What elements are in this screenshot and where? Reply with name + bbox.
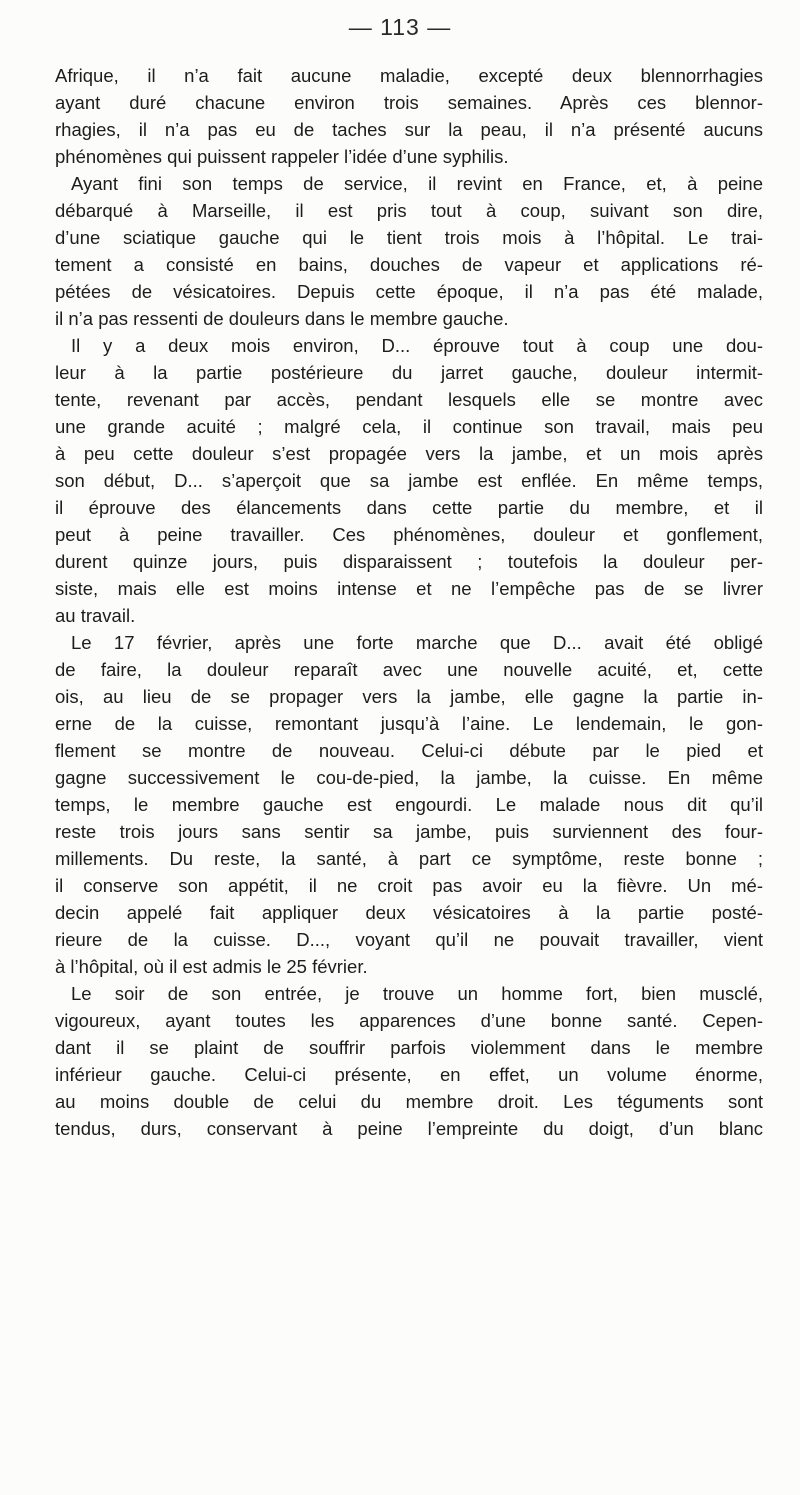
text-line: Le 17 février, après une forte marche que D... avait été obligé xyxy=(71,632,763,653)
text-line: erne de la cuisse, remontant jusqu’à l’aine. Le lendemain, le gon- xyxy=(55,713,763,734)
text-line: dant il se plaint de souffrir parfois violemment dans le membre xyxy=(55,1037,763,1058)
text-line: ayant duré chacune environ trois semaines. Après ces blennor- xyxy=(55,92,763,113)
text-line: tement a consisté en bains, douches de vapeur et applications ré- xyxy=(55,254,763,275)
text-line: durent quinze jours, puis disparaissent ; toutefois la douleur per- xyxy=(55,551,763,572)
body-text xyxy=(55,62,763,1142)
text-line: leur à la partie postérieure du jarret gauche, douleur intermit- xyxy=(55,362,763,383)
text-line: pétées de vésicatoires. Depuis cette époque, il n’a pas été malade, xyxy=(55,281,763,302)
text-line: son début, D... s’aperçoit que sa jambe est enflée. En même temps, xyxy=(55,470,763,491)
text-line: rieure de la cuisse. D..., voyant qu’il ne pouvait travailler, vient xyxy=(55,929,763,950)
text-line: au moins double de celui du membre droit. Les téguments sont xyxy=(55,1091,763,1112)
text-line: à peu cette douleur s’est propagée vers la jambe, et un mois après xyxy=(55,443,763,464)
text-line: peut à peine travailler. Ces phénomènes, douleur et gonflement, xyxy=(55,524,763,545)
text-line: decin appelé fait appliquer deux vésicatoires à la partie posté- xyxy=(55,902,763,923)
text-line: à l’hôpital, où il est admis le 25 février. xyxy=(55,956,368,977)
text-line: rhagies, il n’a pas eu de taches sur la peau, il n’a présenté aucuns xyxy=(55,119,763,140)
text-line: débarqué à Marseille, il est pris tout à coup, suivant son dire, xyxy=(55,200,763,221)
text-line: il éprouve des élancements dans cette partie du membre, et il xyxy=(55,497,763,518)
text-line: il n’a pas ressenti de douleurs dans le membre gauche. xyxy=(55,308,509,329)
text-line: tente, revenant par accès, pendant lesquels elle se montre avec xyxy=(55,389,763,410)
text-line: siste, mais elle est moins intense et ne l’empêche pas de se livrer xyxy=(55,578,763,599)
text-line: reste trois jours sans sentir sa jambe, puis surviennent des four- xyxy=(55,821,763,842)
text-line: millements. Du reste, la santé, à part ce symptôme, reste bonne ; xyxy=(55,848,763,869)
text-line: Afrique, il n’a fait aucune maladie, excepté deux blennorrhagies xyxy=(55,65,763,86)
text-line: il conserve son appétit, il ne croit pas avoir eu la fièvre. Un mé- xyxy=(55,875,763,896)
text-line: au travail. xyxy=(55,605,136,626)
text-line: inférieur gauche. Celui-ci présente, en effet, un volume énorme, xyxy=(55,1064,763,1085)
text-line: flement se montre de nouveau. Celui-ci débute par le pied et xyxy=(55,740,763,761)
text-line: vigoureux, ayant toutes les apparences d’une bonne santé. Cepen- xyxy=(55,1010,763,1031)
text-line: d’une sciatique gauche qui le tient trois mois à l’hôpital. Le trai- xyxy=(55,227,763,248)
page-number: — 113 — xyxy=(348,14,452,40)
text-line: une grande acuité ; malgré cela, il continue son travail, mais peu xyxy=(55,416,763,437)
text-line: Il y a deux mois environ, D... éprouve tout à coup une dou- xyxy=(71,335,763,356)
text-line: Ayant fini son temps de service, il revint en France, et, à peine xyxy=(71,173,763,194)
text-line: de faire, la douleur reparaît avec une nouvelle acuité, et, cette xyxy=(55,659,763,680)
text-line: temps, le membre gauche est engourdi. Le malade nous dit qu’il xyxy=(55,794,763,815)
text-line: ois, au lieu de se propager vers la jambe, elle gagne la partie in- xyxy=(55,686,763,707)
text-line: Le soir de son entrée, je trouve un homme fort, bien musclé, xyxy=(71,983,763,1004)
text-line: gagne successivement le cou-de-pied, la jambe, la cuisse. En même xyxy=(55,767,763,788)
text-line: tendus, durs, conservant à peine l’empreinte du doigt, d’un blanc xyxy=(55,1118,763,1139)
text-line: phénomènes qui puissent rappeler l’idée d’une syphilis. xyxy=(55,146,509,167)
